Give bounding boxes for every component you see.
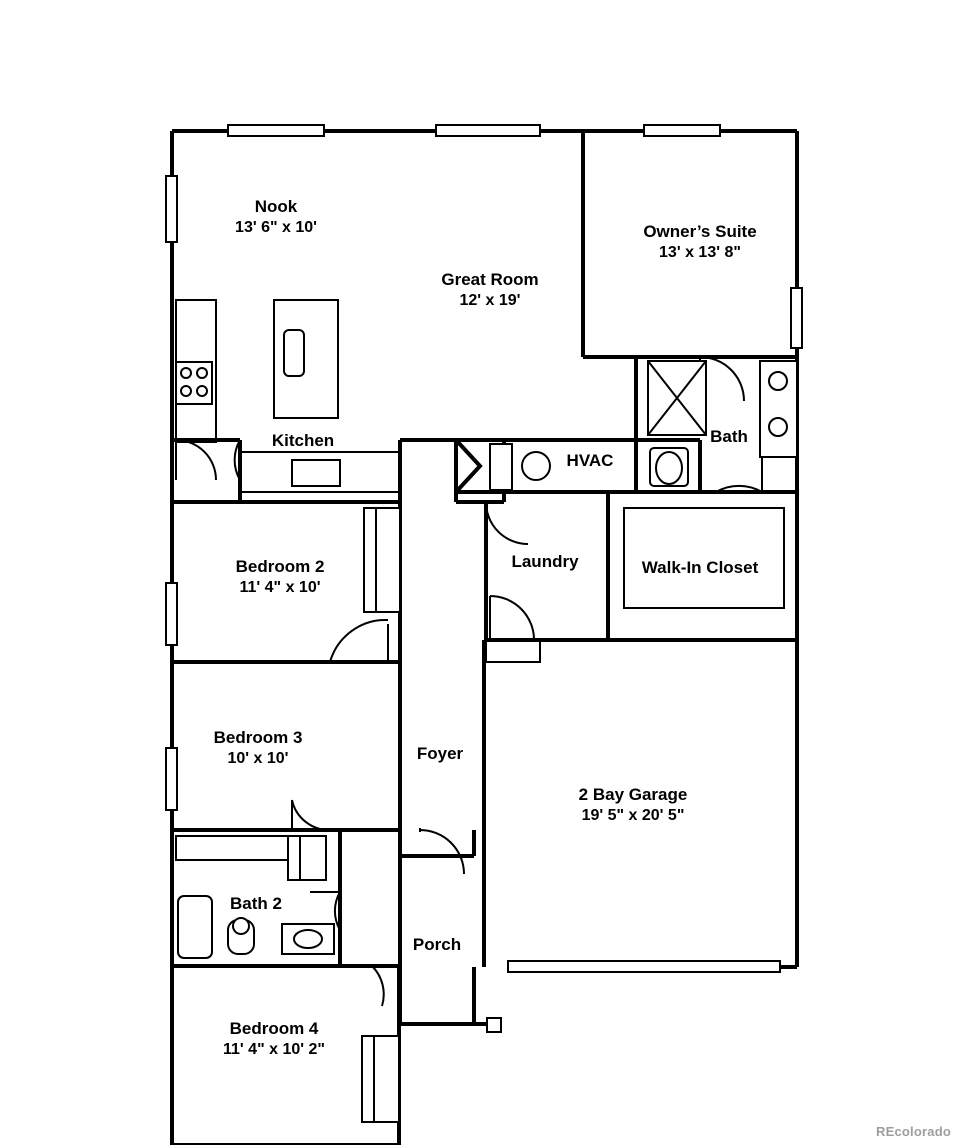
room-dimensions: 12' x 19' <box>459 292 521 309</box>
room-name: Laundry <box>511 552 579 571</box>
room-dimensions: 19' 5" x 20' 5" <box>581 807 685 824</box>
room-name: Foyer <box>416 744 464 763</box>
room-dimensions: 11' 4" x 10' 2" <box>223 1041 325 1058</box>
room-label-walk-in-closet <box>642 557 759 578</box>
room-name: Bedroom 4 <box>229 1019 319 1038</box>
room-name: Bath 2 <box>230 894 282 913</box>
room-label-porch <box>413 934 461 955</box>
room-name: HVAC <box>566 451 614 470</box>
room-dimensions: 11' 4" x 10' <box>239 579 321 596</box>
room-label-bath-2 <box>230 893 282 914</box>
room-label-owners-suite <box>643 221 756 263</box>
room-name: Bedroom 3 <box>213 728 303 747</box>
room-dimensions: 10' x 10' <box>227 750 289 767</box>
room-label-bedroom-3 <box>214 727 303 769</box>
room-name: Great Room <box>441 270 539 289</box>
room-label-nook <box>235 196 317 238</box>
room-label-hvac <box>567 450 614 471</box>
room-name: Bath <box>710 427 748 446</box>
watermark: REcolorado <box>876 1124 951 1139</box>
room-name: Porch <box>412 935 462 954</box>
room-name: Kitchen <box>271 431 335 450</box>
room-label-garage <box>579 784 688 826</box>
room-dimensions: 13' x 13' 8" <box>659 244 741 261</box>
room-name: Owner’s Suite <box>643 222 757 241</box>
room-name: Nook <box>254 197 298 216</box>
room-label-bath <box>710 426 748 447</box>
room-name: Bedroom 2 <box>235 557 325 576</box>
room-label-great-room <box>441 269 538 311</box>
room-label-laundry <box>511 551 578 572</box>
room-label-bedroom-4 <box>223 1018 325 1060</box>
room-name: 2 Bay Garage <box>578 785 688 804</box>
room-name: Walk-In Closet <box>641 558 759 577</box>
room-label-bedroom-2 <box>236 556 325 598</box>
room-dimensions: 13' 6" x 10' <box>235 219 317 236</box>
room-label-foyer <box>417 743 463 764</box>
room-label-kitchen <box>272 430 334 451</box>
